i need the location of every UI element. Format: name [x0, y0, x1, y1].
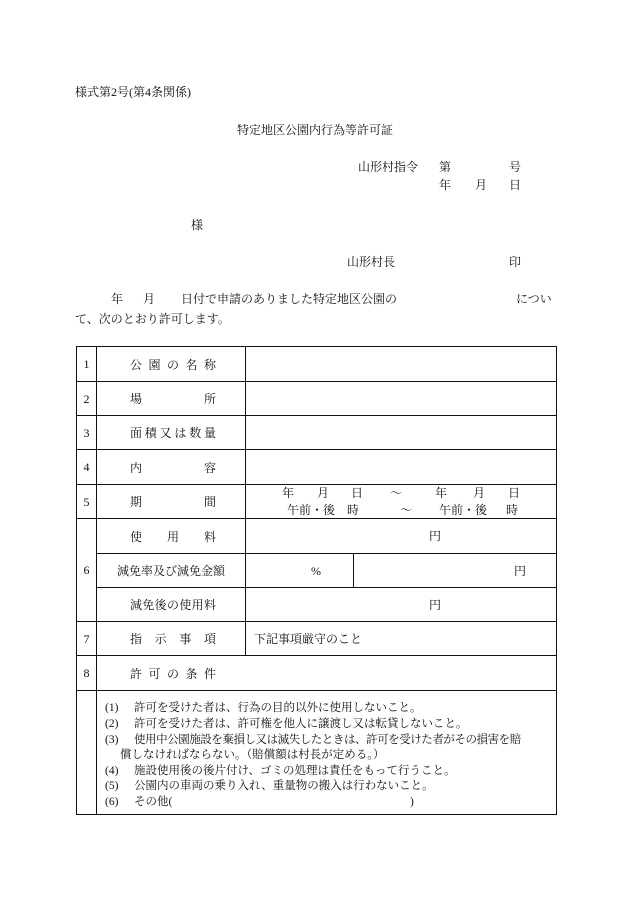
- signer-title: 山形村長: [347, 255, 396, 269]
- period-to-month: 月: [473, 486, 486, 500]
- condition-item: [97, 764, 556, 780]
- conditions-number-cell: [77, 691, 97, 815]
- period-time-separator: 〜: [400, 503, 413, 517]
- label-cell: [97, 347, 246, 382]
- after-reduction-label: 減免後の使用料: [130, 598, 216, 613]
- period-from-hour: 時: [347, 503, 360, 517]
- row-number: 1: [77, 347, 97, 382]
- row-number: 2: [77, 382, 97, 416]
- conditions-cell: [97, 691, 557, 815]
- row-number: 6: [77, 519, 97, 622]
- park-name-value: [246, 347, 557, 382]
- condition-mark: (3): [105, 733, 119, 746]
- intro-month: 月: [143, 292, 156, 306]
- condition-item: [97, 779, 556, 795]
- condition-text-continuation: 償しなければならない。（賠償額は村長が定める。）: [120, 749, 385, 762]
- directive-number-prefix: 第: [439, 160, 452, 174]
- row-conditions-header: [77, 656, 557, 691]
- after-reduction-value: [246, 588, 557, 622]
- directive-issuer: 山形村指令: [358, 160, 419, 174]
- condition-item: [97, 717, 556, 733]
- condition-item: [97, 733, 556, 749]
- conditions-list: [97, 694, 556, 810]
- area-label: 面積又は数量: [130, 426, 216, 441]
- condition-text: 許可を受けた者は、許可権を他人に譲渡し又は転貸しないこと。: [134, 718, 468, 731]
- row-content: [77, 450, 557, 485]
- condition-text: その他(: [134, 795, 173, 808]
- content-value: [246, 450, 557, 485]
- label-cell: [97, 588, 246, 622]
- instructions-value: 下記事項厳守のこと: [254, 631, 363, 646]
- condition-close-paren: ): [410, 795, 414, 808]
- row-number: 8: [77, 656, 97, 691]
- reduction-rate-box: [246, 554, 353, 587]
- reduction-amount-value: [354, 554, 557, 588]
- location-value: [246, 382, 557, 416]
- after-reduction-unit: 円: [429, 598, 442, 612]
- label-cell: [97, 382, 246, 416]
- condition-item: [97, 701, 556, 717]
- condition-item-continuation: [97, 748, 556, 764]
- reduction-amount-box: [354, 554, 556, 587]
- fee-box: [246, 519, 556, 553]
- period-to-ampm: 午前・後: [439, 503, 488, 517]
- instructions-label: 指示事項: [130, 632, 216, 647]
- intro-tail: につい: [516, 292, 552, 306]
- condition-text: 許可を受けた者は、行為の目的以外に使用しないこと。: [134, 702, 422, 715]
- label-cell: [97, 656, 557, 691]
- period-to-year: 年: [435, 486, 448, 500]
- intro-year: 年: [111, 292, 124, 306]
- condition-item: [97, 795, 556, 811]
- period-label: 期間: [130, 495, 216, 510]
- signer-seal: 印: [509, 255, 522, 269]
- period-to-hour: 時: [506, 503, 519, 517]
- row-instructions: [77, 622, 557, 656]
- label-cell: [97, 519, 246, 554]
- period-value: [246, 485, 557, 519]
- conditions-label: 許可の条件: [130, 666, 216, 681]
- directive-number-suffix: 号: [509, 160, 522, 174]
- row-fee: [77, 519, 557, 554]
- row-number: 5: [77, 485, 97, 519]
- condition-text: 施設使用後の後片付け、ゴミの処理は責任をもって行うこと。: [134, 764, 456, 777]
- issue-date-year: 年: [439, 178, 452, 192]
- issue-date-day: 日: [509, 178, 522, 192]
- period-date-separator: 〜: [390, 486, 403, 500]
- period-from-ampm: 午前・後: [287, 503, 336, 517]
- intro-text: 日付で申請のありました特定地区公園の: [181, 292, 398, 306]
- row-number: 7: [77, 622, 97, 656]
- addressee-honorific: 様: [191, 218, 204, 232]
- park-name-label: 公園の名称: [130, 357, 216, 372]
- fee-value: [246, 519, 557, 554]
- permit-table: [76, 346, 557, 815]
- document-title: 特定地区公園内行為等許可証: [236, 123, 393, 137]
- row-park-name: [77, 347, 557, 382]
- reduction-rate-unit: %: [311, 564, 321, 578]
- form-number: 様式第2号(第4条関係): [75, 85, 191, 99]
- fee-unit: 円: [429, 529, 442, 543]
- period-from-day: 日: [351, 486, 364, 500]
- row-reduction: [77, 554, 557, 588]
- label-cell: [97, 622, 246, 656]
- instructions-value-cell: [246, 622, 557, 656]
- reduction-amount-unit: 円: [514, 564, 527, 578]
- row-location: [77, 382, 557, 416]
- after-reduction-box: [246, 588, 556, 621]
- label-cell: [97, 485, 246, 519]
- row-area: [77, 416, 557, 450]
- condition-text: 使用中公園施設を棄損し又は滅失したときは、許可を受けた者がその損害を賠: [134, 733, 521, 746]
- condition-mark: (1): [105, 702, 119, 715]
- condition-mark: (5): [105, 780, 119, 793]
- fee-label: 使用料: [130, 529, 216, 544]
- content-label: 内容: [130, 460, 216, 475]
- row-number: 4: [77, 450, 97, 485]
- condition-mark: (6): [105, 795, 119, 808]
- period-to-day: 日: [508, 486, 521, 500]
- row-after-reduction: [77, 588, 557, 622]
- row-period: [77, 485, 557, 519]
- row-conditions: [77, 691, 557, 815]
- area-value: [246, 416, 557, 450]
- label-cell: [97, 554, 246, 588]
- condition-text: 公園内の車両の乗り入れ、重量物の搬入は行わないこと。: [134, 780, 434, 793]
- intro-line2: て、次のとおり許可します。: [75, 312, 230, 326]
- condition-mark: (4): [105, 764, 119, 777]
- label-cell: [97, 416, 246, 450]
- reduction-rate-value: [246, 554, 354, 588]
- period-from-year: 年: [282, 486, 295, 500]
- issue-date-month: 月: [475, 178, 488, 192]
- condition-mark: (2): [105, 718, 119, 731]
- reduction-label: 減免率及び減免金額: [116, 563, 225, 578]
- label-cell: [97, 450, 246, 485]
- period-box: [246, 485, 556, 518]
- period-from-month: 月: [317, 486, 330, 500]
- location-label: 場所: [130, 392, 216, 407]
- row-number: 3: [77, 416, 97, 450]
